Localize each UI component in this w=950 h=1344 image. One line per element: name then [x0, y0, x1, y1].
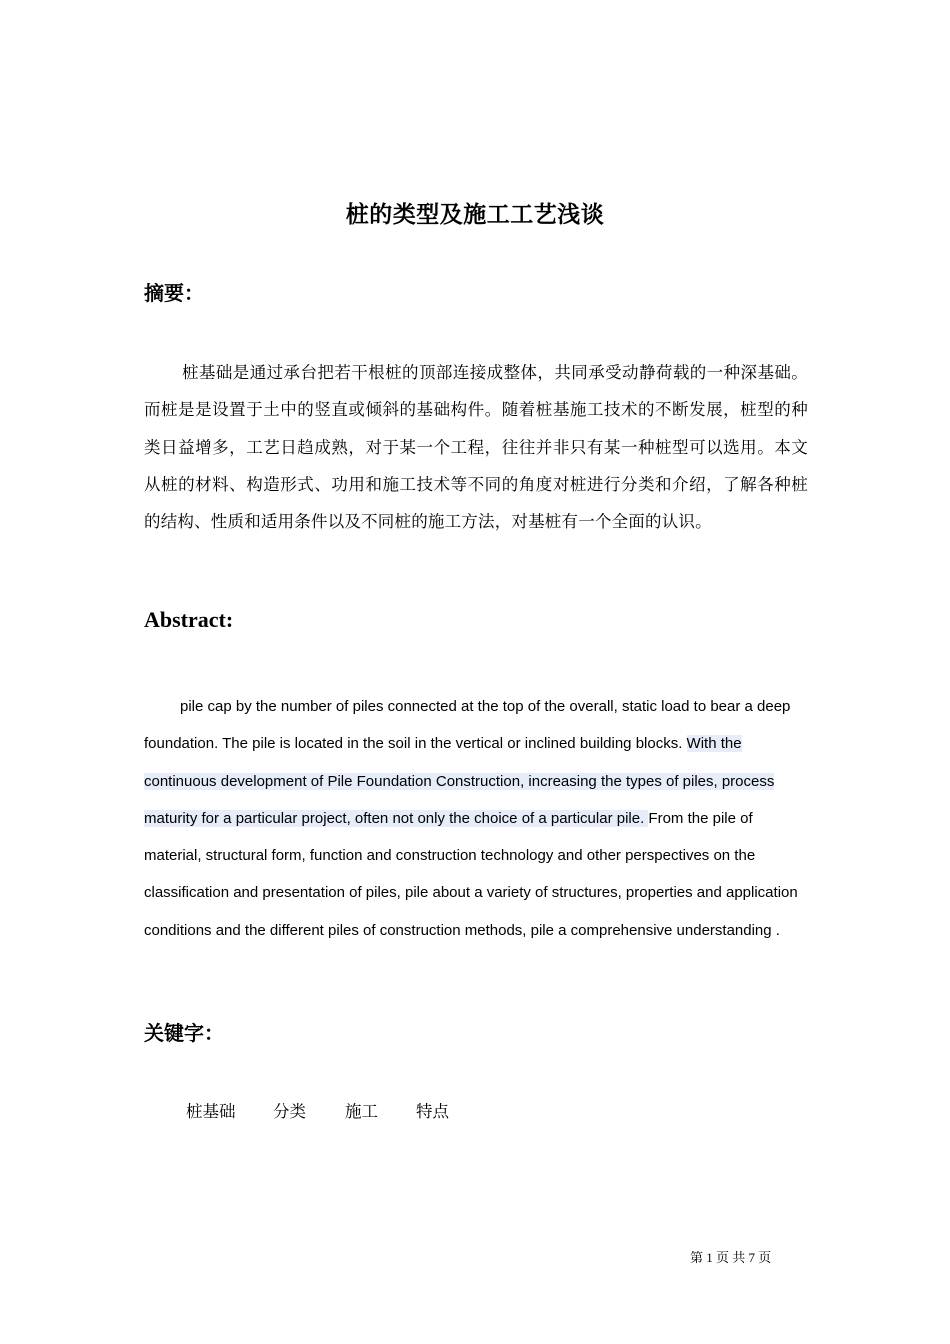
keywords-heading: 关键字：	[144, 1021, 224, 1045]
abstract-en-text-2: From the pile of material, structural form, function and construction technology and other perspectives on the classification and presentation of piles, pile about a variety of structures, properties and application conditions and the different piles of construction methods, pile a comprehensive understanding .	[144, 809, 798, 939]
keyword-item: 分类	[273, 1102, 306, 1121]
abstract-en-text-1: pile cap by the number of piles connected at the top of the overall, static load to bear a deep foundation. The pile is located in the soil in the vertical or inclined building blocks.	[144, 698, 791, 753]
abstract-en-heading: Abstract:	[144, 607, 234, 632]
abstract-cn-body: 桩基础是通过承台把若干根桩的顶部连接成整体，共同承受动静荷载的一种深基础。而桩是是设置于土中的竖直或倾斜的基础构件。随着桩基施工技术的不断发展，桩型的种类日益增多，工艺日趋成熟，对于某一个工程，往往并非只有某一种桩型可以选用。本文从桩的材料、构造形式、功用和施工技术等不同的角度对桩进行分类和介绍，了解各种桩的结构、性质和适用条件以及不同桩的施工方法，对基桩有一个全面的认识。	[144, 363, 808, 532]
document-title: 桩的类型及施工工艺浅谈	[345, 202, 605, 228]
abstract-en-body	[144, 688, 808, 949]
keywords-list	[186, 1098, 449, 1122]
keyword-item: 特点	[416, 1102, 449, 1121]
abstract-cn-heading: 摘要：	[144, 281, 204, 305]
page-number-footer: 第 1 页 共 7 页	[690, 1250, 772, 1265]
keyword-item: 施工	[345, 1102, 378, 1121]
abstract-en-highlighted-text: With the continuous development of Pile Foundation Construction, increasing the types of piles, process maturity for a particular project, often not only the choice of a particular pile.	[144, 735, 775, 827]
keyword-item: 桩基础	[186, 1102, 236, 1121]
